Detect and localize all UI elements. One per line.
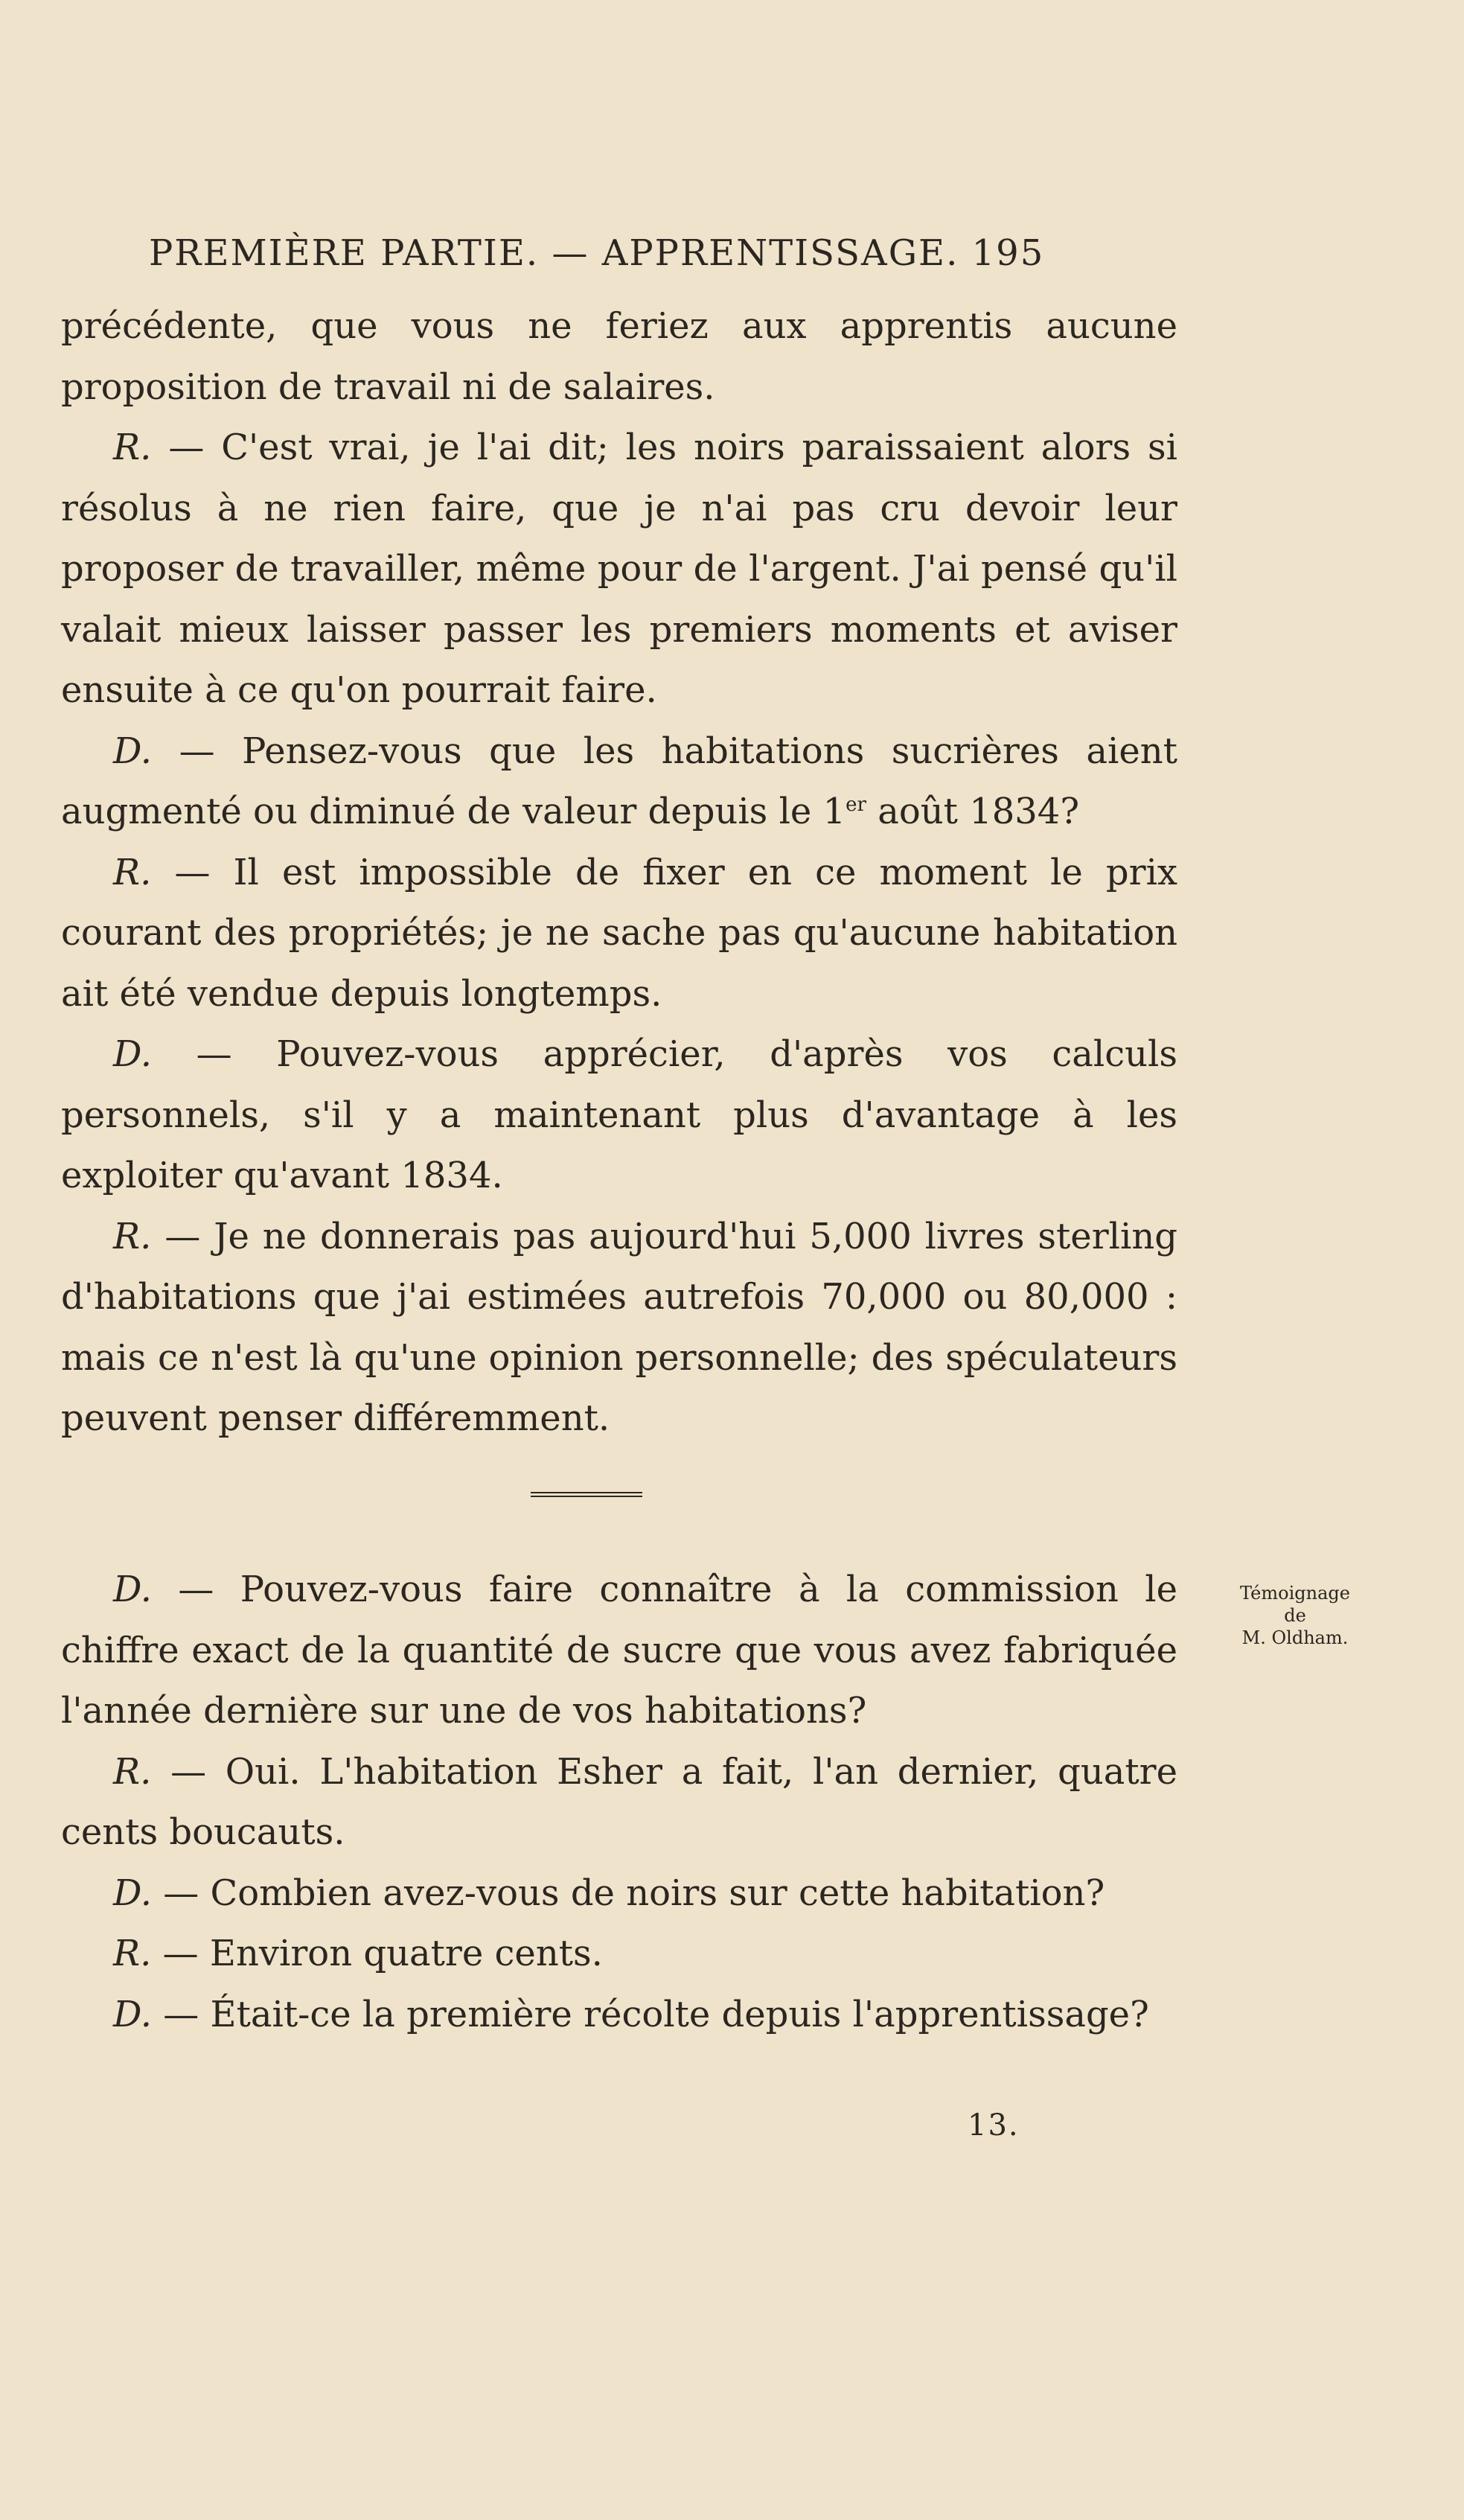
paragraph: R. — Il est impossible de fixer en ce moment le prix courant des propriétés; je ne sache pas qu'aucune habitation ait été vendue depuis longtemps.	[61, 851, 1177, 1015]
signature-mark: 13.	[968, 2108, 1020, 2143]
running-header	[149, 232, 1176, 274]
section-divider	[531, 1492, 642, 1497]
header-title: PREMIÈRE PARTIE. — APPRENTISSAGE.	[149, 232, 959, 274]
paragraph: précédente, que vous ne feriez aux apprentis aucune proposition de travail ni de salaires.	[61, 305, 1177, 408]
speaker-label: D.	[113, 1033, 153, 1075]
margin-note: Témoignage de M. Oldham.	[1240, 1583, 1350, 1648]
paragraph: D. — Pensez-vous que les habitations sucrières aient augmenté ou diminué de valeur depuis le 1er août 1834?	[61, 730, 1177, 832]
paragraph: R. — Oui. L'habitation Esher a fait, l'an dernier, quatre cents boucauts.	[61, 1750, 1177, 1853]
speaker-label: D.	[113, 1872, 153, 1914]
speaker-label: D.	[113, 1993, 153, 2035]
speaker-label: R.	[113, 851, 152, 893]
text-block-bottom	[61, 1560, 1177, 2045]
speaker-label: R.	[113, 1215, 152, 1257]
page-number: 195	[971, 232, 1045, 274]
paragraph: D. — Pouvez-vous apprécier, d'après vos calculs personnels, s'il y a maintenant plus d'avantage à les exploiter qu'avant 1834.	[61, 1033, 1177, 1196]
speaker-label: R.	[113, 1750, 152, 1793]
paragraph: D. — Était-ce la première récolte depuis l'apprentissage?	[113, 1993, 1149, 2035]
text-block-top	[61, 296, 1177, 1449]
speaker-label: R.	[113, 1933, 152, 1974]
paragraph: R. — Environ quatre cents.	[113, 1933, 603, 1974]
paragraph: D. — Combien avez-vous de noirs sur cette habitation?	[113, 1872, 1105, 1914]
paragraph: R. — C'est vrai, je l'ai dit; les noirs paraissaient alors si résolus à ne rien faire, que je n'ai pas cru devoir leur proposer de travailler, même pour de l'argent. J'ai pensé qu'il valait mieux laisser passer les premiers moments et aviser ensuite à ce qu'on pourrait faire.	[61, 427, 1178, 711]
speaker-label: D.	[113, 1569, 153, 1610]
paragraph: R. — Je ne donnerais pas aujourd'hui 5,000 livres sterling d'habitations que j'ai estimées autrefois 70,000 ou 80,000 : mais ce n'est là qu'une opinion personnelle; des spéculateurs peuvent penser différemment.	[61, 1215, 1177, 1439]
speaker-label: D.	[113, 730, 153, 772]
paragraph: D. — Pouvez-vous faire connaître à la commission le chiffre exact de la quantité de sucre que vous avez fabriquée l'année dernière sur une de vos habitations?	[61, 1569, 1177, 1732]
speaker-label: R.	[113, 427, 152, 468]
